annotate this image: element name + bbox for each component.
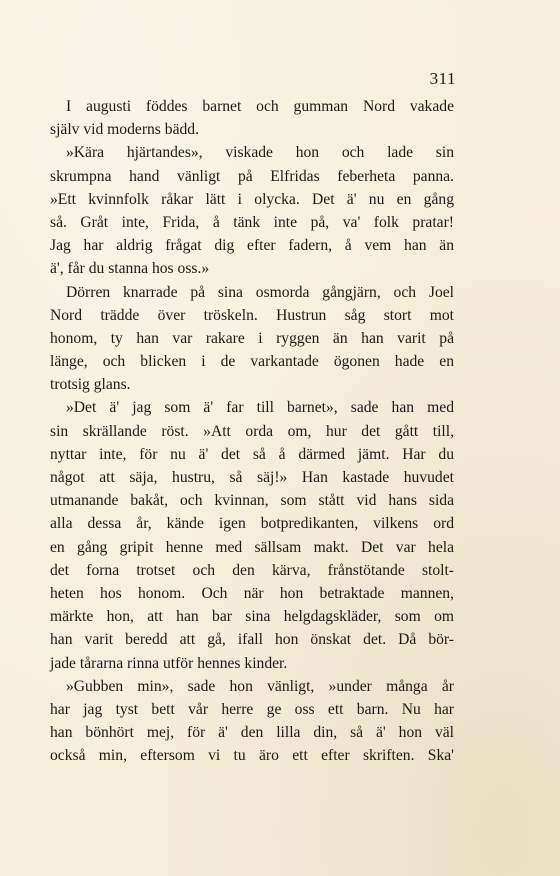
text-line: nyttar inte, för nu ä' det så å därmed jämt. Har du <box>50 445 454 463</box>
text-line: »Ett kvinnfolk råkar lätt i olycka. Det ä' nu en gång <box>50 190 454 208</box>
text-line: det forna trotset och den kärva, frånstötande stolt- <box>50 561 454 579</box>
page-number: 311 <box>429 69 456 88</box>
text-line: honom, ty han var rakare i ryggen än han varit på <box>50 329 454 347</box>
text-line: »Det ä' jag som ä' far till barnet», sade han med <box>66 399 454 417</box>
text-line: Dörren knarrade på sina osmorda gångjärn, och Joel <box>66 283 454 301</box>
text-line: utmanande bakåt, och kvinnan, som stått vid hans sida <box>50 492 454 510</box>
text-line: heten hos honom. Och när hon betraktade mannen, <box>50 584 454 602</box>
text-line: sin skrällande röst. »Att orda om, hur det gått till, <box>50 422 454 440</box>
text-line: han bönhört mej, för ä' den lilla din, så ä' hon väl <box>50 724 454 742</box>
text-line: ä', får du stanna hos oss.» <box>50 260 210 278</box>
text-line: själv vid moderns bädd. <box>50 121 199 139</box>
text-line: I augusti föddes barnet och gumman Nord vakade <box>66 98 454 115</box>
text-line: »Kära hjärtandes», viskade hon och lade sin <box>66 144 454 162</box>
text-line: Jag har aldrig frågat dig efter fadern, å vem han än <box>50 237 454 255</box>
text-line: länge, och blicken i de varkantade ögonen hade en <box>50 353 454 371</box>
body-text <box>50 95 454 767</box>
text-line: har jag tyst bett vår herre ge oss ett barn. Nu har <box>50 700 454 718</box>
text-line: Nord trädde över tröskeln. Hustrun såg stort mot <box>50 306 454 324</box>
text-line: en gång gripit henne med sällsam makt. Det var hela <box>50 538 454 556</box>
text-line: något att säja, hustru, så säj!» Han kastade huvudet <box>50 469 454 486</box>
text-line: »Gubben min», sade hon vänligt, »under många år <box>66 677 454 695</box>
text-line: alla dessa år, kände igen botpredikanten, vilkens ord <box>50 515 454 533</box>
text-line: han varit beredd att gå, ifall hon önskat det. Då bör- <box>50 631 454 649</box>
text-line: jade tårarna rinna utför hennes kinder. <box>50 654 288 672</box>
text-line: trotsig glans. <box>50 376 131 394</box>
text-line: så. Gråt inte, Frida, å tänk inte på, va' folk pratar! <box>50 213 454 231</box>
text-line: märkte hon, att han bar sina helgdagskläder, som om <box>50 608 454 626</box>
text-line: också min, eftersom vi tu äro ett efter skriften. Ska' <box>50 747 454 765</box>
text-line: skrumpna hand vänligt på Elfridas feberheta panna. <box>50 167 454 185</box>
